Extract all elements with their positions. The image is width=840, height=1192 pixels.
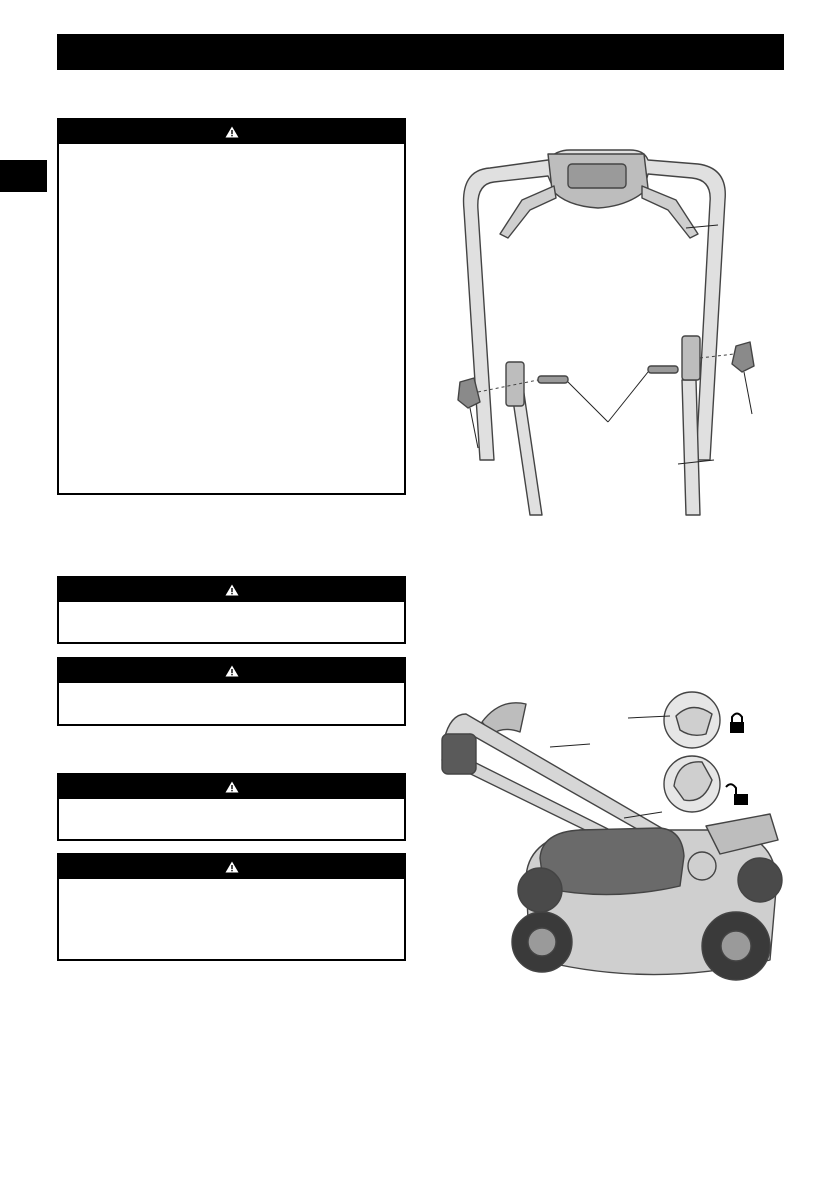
- warning-triangle-icon: [225, 584, 239, 596]
- bracket-right: [682, 336, 700, 380]
- mower-folding-figure: [430, 690, 790, 1000]
- warning-triangle-icon: [225, 665, 239, 677]
- bail-lever-left: [500, 186, 556, 238]
- wheel-hub-rear-right: [721, 931, 751, 961]
- bail-lever-right: [642, 186, 698, 238]
- bracket-left: [506, 362, 524, 406]
- handle-assembly-figure: [430, 130, 790, 520]
- warning-triangle-icon: [225, 781, 239, 793]
- callout-knob-right: [744, 372, 752, 414]
- warning-triangle-icon: [225, 861, 239, 873]
- lever-locked: [676, 707, 712, 735]
- unlocked-padlock-icon: [726, 784, 748, 805]
- warning-triangle-icon: [225, 126, 239, 138]
- warning-header-4: [59, 775, 404, 799]
- callout-bolt-right: [608, 372, 648, 422]
- warning-box-3: [57, 657, 406, 726]
- callout-bolt-left: [568, 382, 608, 422]
- warning-header-2: [59, 578, 404, 602]
- wheel-hub-front-left: [528, 928, 556, 956]
- warning-header-1: [59, 120, 404, 144]
- knob-right: [732, 342, 754, 372]
- warning-header-5: [59, 855, 404, 879]
- bolt-right: [648, 366, 678, 373]
- rear-bracket: [706, 814, 778, 854]
- section-header-bar: [57, 34, 784, 70]
- lower-handle-right: [682, 380, 700, 515]
- warning-box-2: [57, 576, 406, 644]
- wheel-front-right: [738, 858, 782, 902]
- warning-header-3: [59, 659, 404, 683]
- folded-console: [442, 734, 476, 774]
- bolt-left: [538, 376, 568, 383]
- warning-box-1: [57, 118, 406, 495]
- console-display: [568, 164, 626, 188]
- warning-box-4: [57, 773, 406, 841]
- warning-box-5: [57, 853, 406, 961]
- callout-upper-handle-2: [550, 744, 590, 747]
- wheel-rear-left: [518, 868, 562, 912]
- locked-padlock-icon: [730, 714, 744, 734]
- language-tab: [0, 160, 47, 192]
